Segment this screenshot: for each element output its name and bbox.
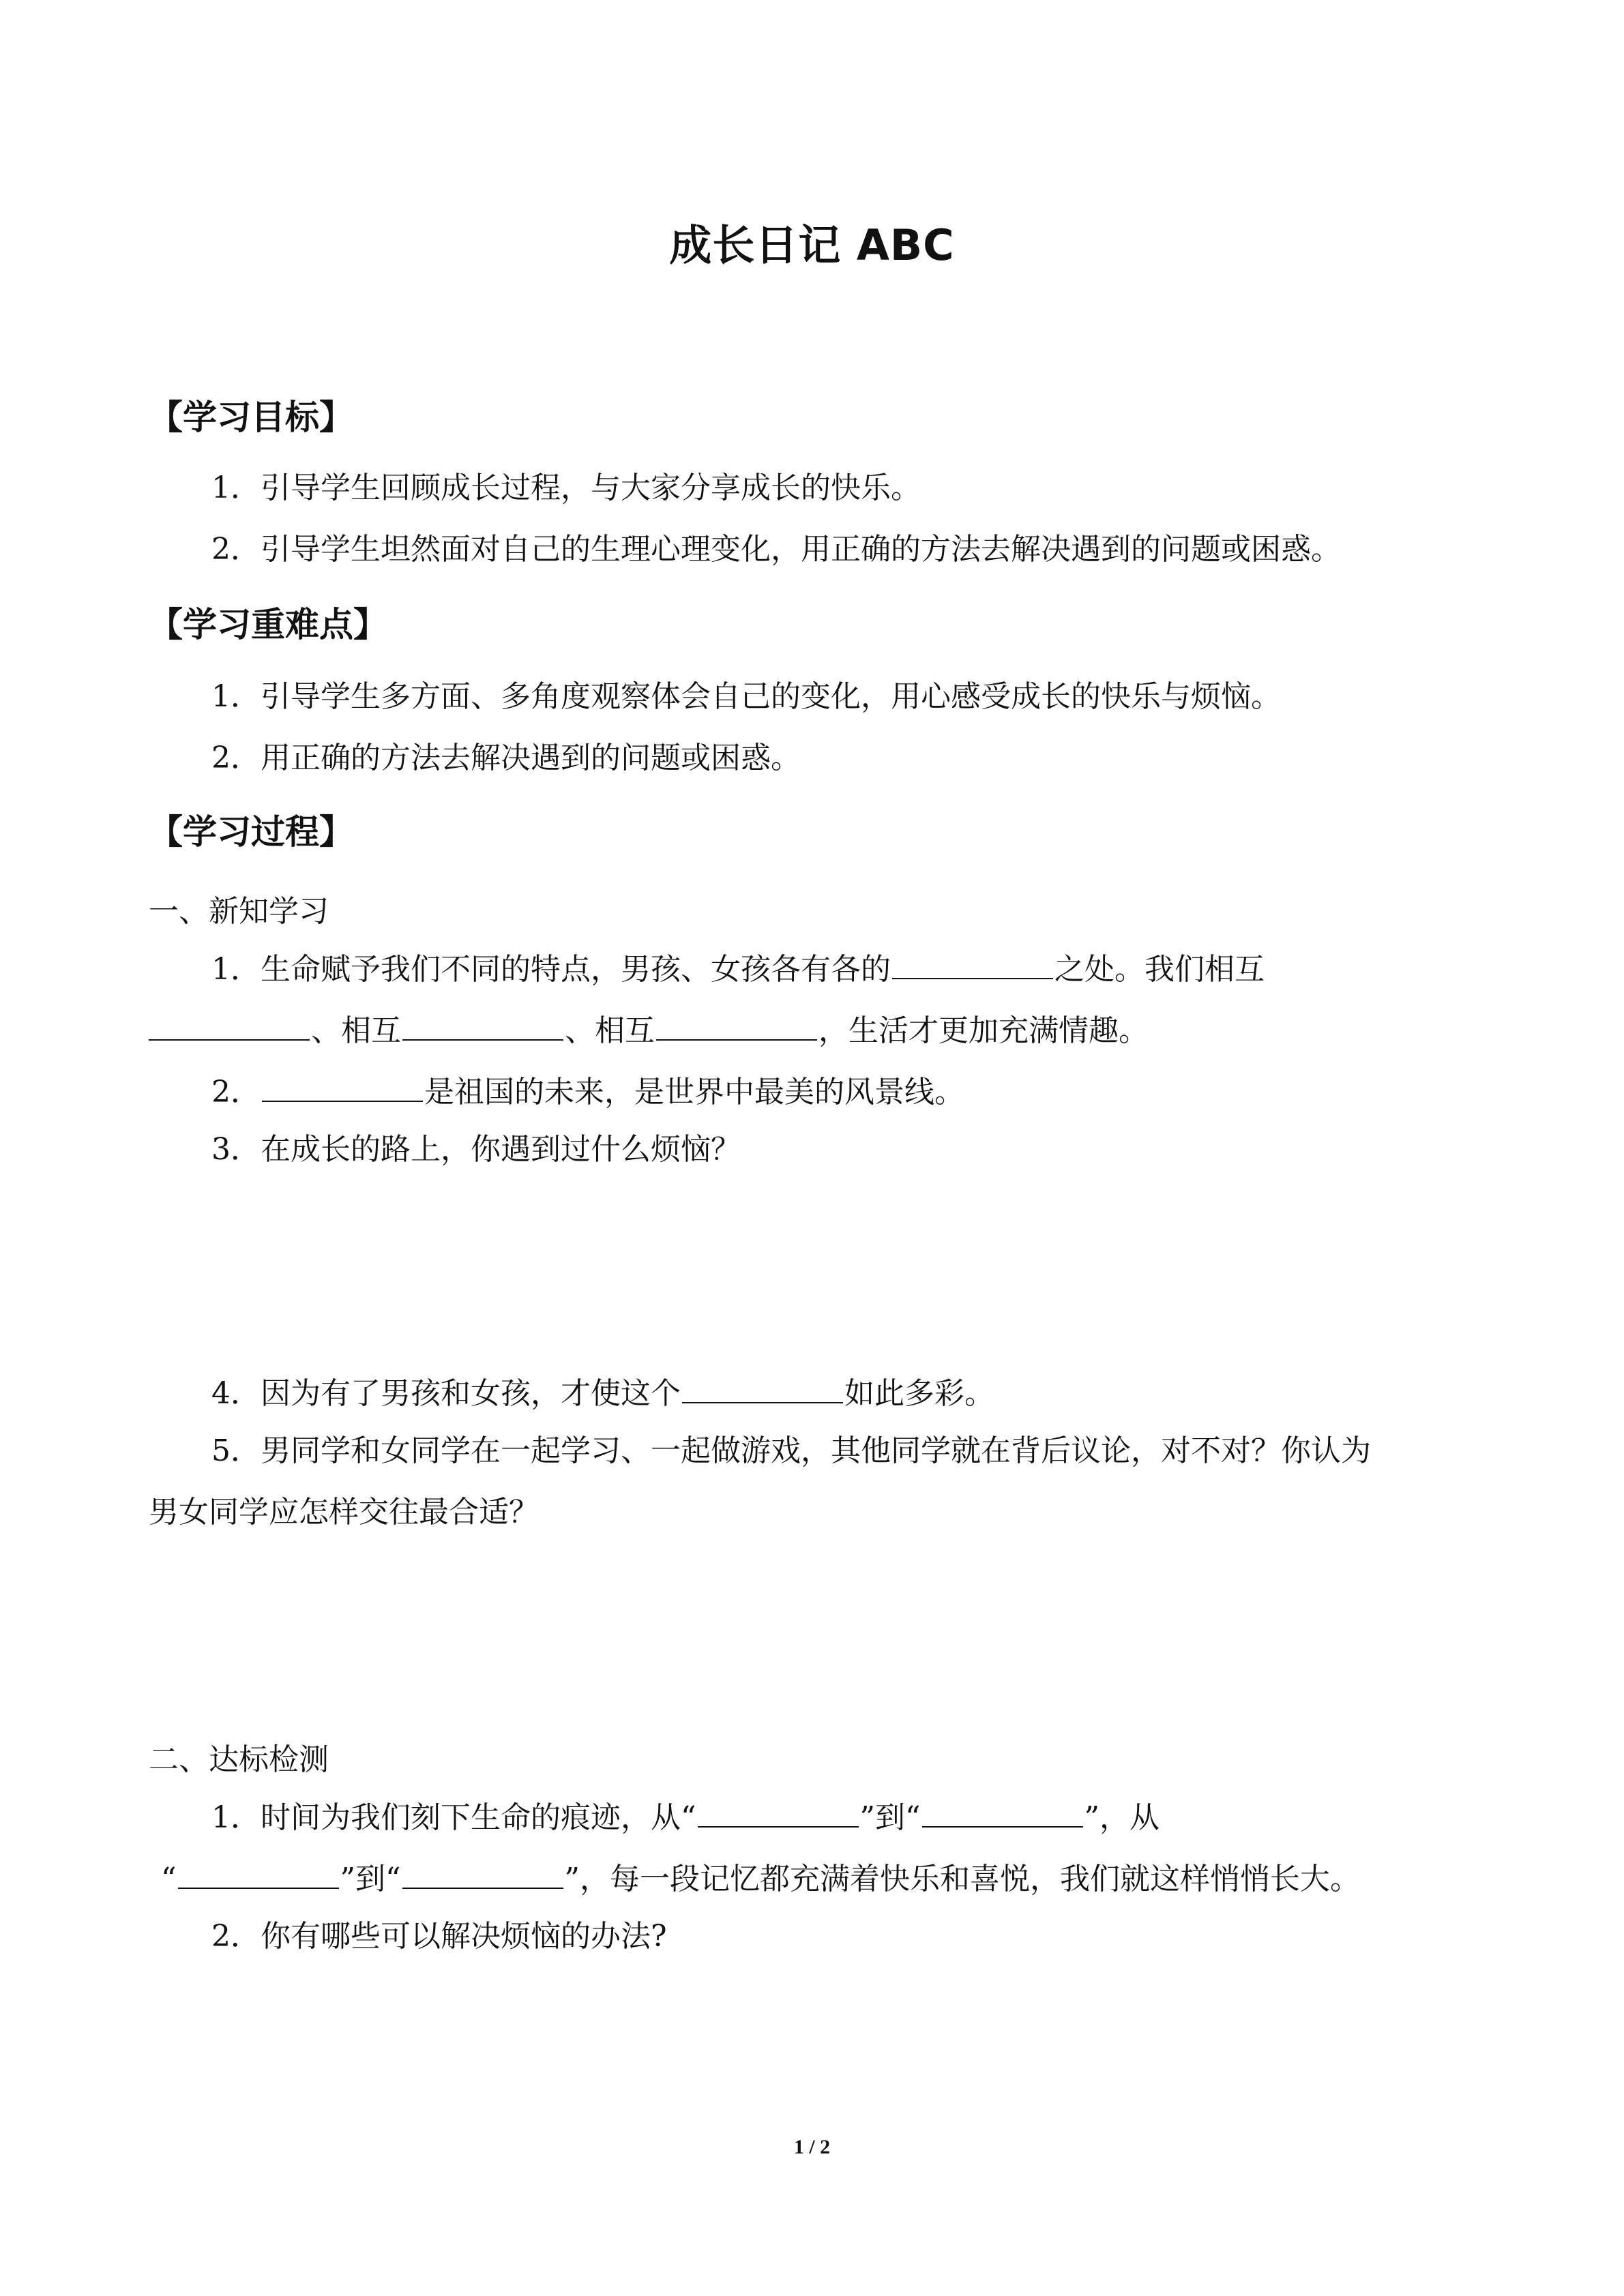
question-5-line-2: 男女同学应怎样交往最合适？ bbox=[149, 1495, 539, 1530]
fill-blank[interactable] bbox=[262, 1071, 423, 1102]
question-2 bbox=[211, 1071, 964, 1111]
key-point-item-1: 1．引导学生多方面、多角度观察体会自己的变化，用心感受成长的快乐与烦恼。 bbox=[211, 679, 1281, 714]
fill-blank[interactable] bbox=[656, 1009, 817, 1041]
question-text: 4．因为有了男孩和女孩，才使这个 bbox=[211, 1376, 681, 1411]
page-number: 1 / 2 bbox=[793, 2136, 831, 2158]
question-1-line-1 bbox=[211, 948, 1265, 988]
question-text: 1．时间为我们刻下生命的痕迹，从“ bbox=[211, 1800, 696, 1835]
fill-blank[interactable] bbox=[682, 1372, 843, 1403]
fill-blank[interactable] bbox=[149, 1009, 310, 1041]
question-text: 如此多彩。 bbox=[844, 1376, 994, 1411]
part-label-new-knowledge: 一、新知学习 bbox=[149, 894, 329, 929]
question-text: 、相互 bbox=[565, 1013, 655, 1048]
question-text: ”到“ bbox=[340, 1862, 401, 1896]
question-text: 1．生命赋予我们不同的特点，男孩、女孩各有各的 bbox=[211, 952, 891, 987]
question-text: “ bbox=[161, 1862, 177, 1896]
question-text: ”，从 bbox=[1084, 1800, 1160, 1835]
question-3: 3．在成长的路上，你遇到过什么烦恼？ bbox=[211, 1132, 741, 1167]
section-heading-objectives: 【学习目标】 bbox=[149, 398, 353, 437]
key-point-item-2: 2．用正确的方法去解决遇到的问题或困惑。 bbox=[211, 741, 801, 775]
question-text: ，生活才更加充满情趣。 bbox=[818, 1013, 1149, 1048]
question-text: ”到“ bbox=[859, 1800, 921, 1835]
fill-blank[interactable] bbox=[402, 1009, 563, 1041]
fill-blank[interactable] bbox=[892, 948, 1053, 979]
objective-item-2: 2．引导学生坦然面对自己的生理心理变化，用正确的方法去解决遇到的问题或困惑。 bbox=[211, 532, 1341, 567]
question-5-line-1: 5．男同学和女同学在一起学习、一起做游戏，其他同学就在背后议论，对不对？你认为 bbox=[211, 1433, 1371, 1468]
assessment-question-1-line-1 bbox=[211, 1796, 1160, 1836]
question-text: 是祖国的未来，是世界中最美的风景线。 bbox=[424, 1075, 964, 1109]
question-text: 之处。我们相互 bbox=[1054, 952, 1265, 987]
fill-blank[interactable] bbox=[922, 1796, 1083, 1828]
question-1-line-2 bbox=[149, 1009, 1149, 1049]
assessment-question-2: 2．你有哪些可以解决烦恼的办法? bbox=[211, 1919, 667, 1954]
page-title: 成长日记 ABC bbox=[669, 220, 955, 270]
question-text: 、相互 bbox=[311, 1013, 401, 1048]
question-text: 2． bbox=[211, 1075, 261, 1109]
section-heading-process: 【学习过程】 bbox=[149, 812, 353, 852]
question-4 bbox=[211, 1372, 994, 1412]
fill-blank[interactable] bbox=[402, 1858, 563, 1889]
assessment-question-1-line-2 bbox=[161, 1858, 1360, 1898]
section-heading-key-points: 【学习重难点】 bbox=[149, 605, 387, 644]
question-text: ”，每一段记忆都充满着快乐和喜悦，我们就这样悄悄长大。 bbox=[564, 1862, 1360, 1896]
fill-blank[interactable] bbox=[698, 1796, 859, 1828]
objective-item-1: 1．引导学生回顾成长过程，与大家分享成长的快乐。 bbox=[211, 471, 921, 505]
part-label-assessment: 二、达标检测 bbox=[149, 1742, 329, 1777]
fill-blank[interactable] bbox=[178, 1858, 339, 1889]
